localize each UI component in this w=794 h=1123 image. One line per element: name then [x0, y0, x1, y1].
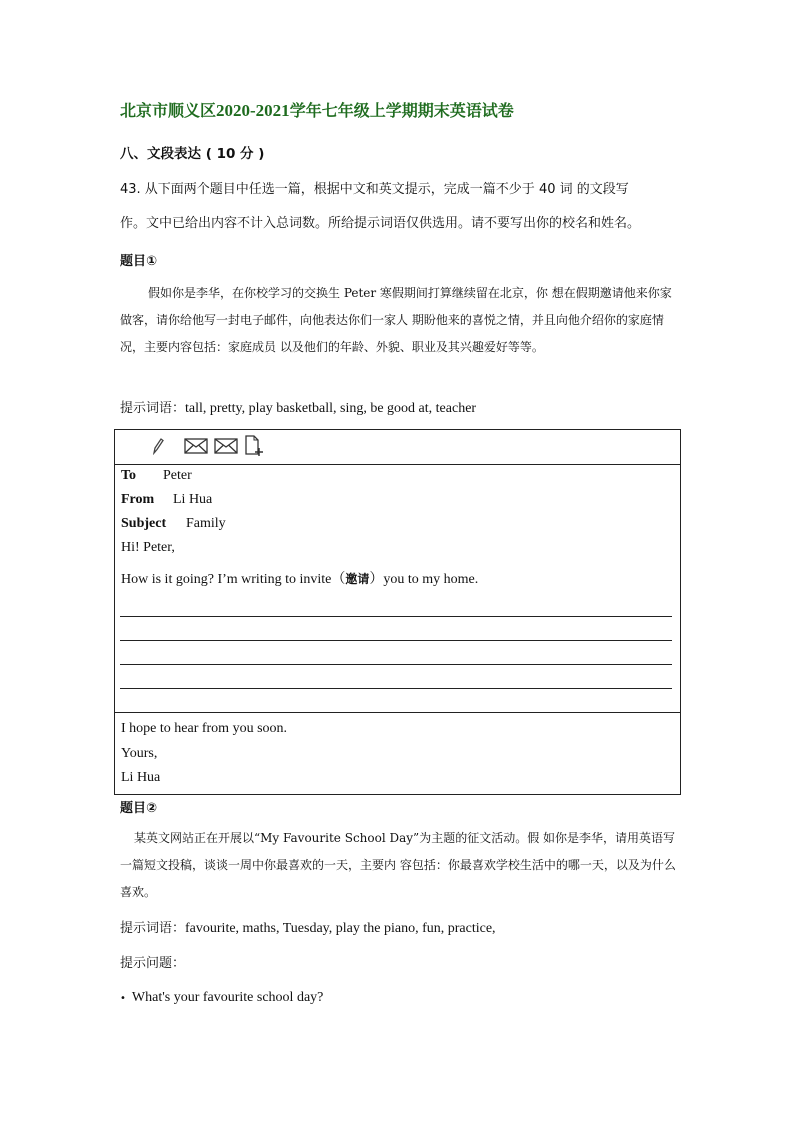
- question-line-2: 作。文中已给出内容不计入总词数。所给提示词语仅供选用。请不要写出你的校名和姓名。: [120, 216, 641, 231]
- subject-row: [121, 516, 226, 532]
- title-right: 学年七年级上学期期末英语试卷: [289, 101, 514, 120]
- writing-line[interactable]: [115, 712, 680, 713]
- to-label: To: [121, 468, 137, 483]
- opening-cn: 邀请: [345, 572, 370, 586]
- from-value: Li Hua: [173, 492, 213, 507]
- email-toolbar: [115, 430, 680, 465]
- question-1-text: What's your favourite school day?: [131, 990, 324, 1005]
- section-heading: 八、文段表达 ( 10 分 ): [120, 146, 265, 162]
- opening-after: ）you to my home.: [369, 572, 479, 587]
- topic2-question-1: [120, 990, 323, 1006]
- topic2-label: 题目②: [120, 801, 158, 816]
- writing-line[interactable]: [120, 688, 672, 689]
- topic1-hint-words: tall, pretty, play basketball, sing, be good at, teacher: [185, 401, 477, 416]
- title-years: 2020-2021: [216, 101, 290, 120]
- subject-value: Family: [186, 516, 226, 531]
- email-greeting: Hi! Peter,: [121, 540, 175, 555]
- title-left: 北京市顺义区: [120, 101, 217, 120]
- document-add-icon[interactable]: [244, 435, 264, 461]
- writing-line[interactable]: [120, 640, 672, 641]
- bullet: •: [120, 993, 126, 1004]
- topic2-hint-label: 提示词语：: [120, 921, 186, 936]
- envelope-icon[interactable]: [184, 437, 208, 459]
- topic1-hint-label: 提示词语：: [120, 401, 186, 416]
- email-signature: Li Hua: [121, 770, 161, 785]
- topic2-prompt: 某英文网站正在开展以“My Favourite School Day”为主题的征文活动。假 如你是李华，请用英语写一篇短文投稿，谈谈一周中你最喜欢的一天，主要内 容包括：你最喜欢学校生活中的哪一天，以及为什么喜欢。: [120, 831, 676, 899]
- pencil-icon[interactable]: [151, 437, 165, 459]
- writing-line[interactable]: [120, 664, 672, 665]
- opening-before: How is it going? I’m writing to invite（: [121, 572, 346, 587]
- topic1-label: 题目①: [120, 254, 158, 269]
- email-opening: [121, 568, 478, 588]
- from-label: From: [121, 492, 155, 507]
- topic2-question-label: 提示问题：: [120, 956, 186, 971]
- topic1-prompt: 假如你是李华，在你校学习的交换生 Peter 寒假期间打算继续留在北京，你 想在假期邀请他来你家做客，请你给他写一封电子邮件，向他表达你们一家人 期盼他来的喜悦之情，并且向他介绍你的家庭情况，主要内容包括：家庭成员 以及他们的年龄、外貌、职业及其兴趣爱好等等。: [120, 286, 672, 354]
- from-row: [121, 492, 212, 508]
- email-closing: I hope to hear from you soon.: [121, 721, 288, 736]
- envelope-icon[interactable]: [214, 437, 238, 459]
- topic2-hint: [120, 917, 496, 937]
- page-title: [120, 98, 514, 121]
- topic1-hint: [120, 397, 476, 417]
- email-signoff: Yours,: [121, 746, 158, 761]
- topic2-hint-words: favourite, maths, Tuesday, play the piano, fun, practice,: [185, 921, 496, 936]
- writing-line[interactable]: [120, 616, 672, 617]
- to-value: Peter: [163, 468, 192, 483]
- question-line-1: 43. 从下面两个题目中任选一篇，根据中文和英文提示，完成一篇不少于 40 词 的文段写: [120, 182, 629, 197]
- to-row: [121, 468, 192, 484]
- subject-label: Subject: [121, 516, 167, 531]
- email-box: [114, 429, 681, 795]
